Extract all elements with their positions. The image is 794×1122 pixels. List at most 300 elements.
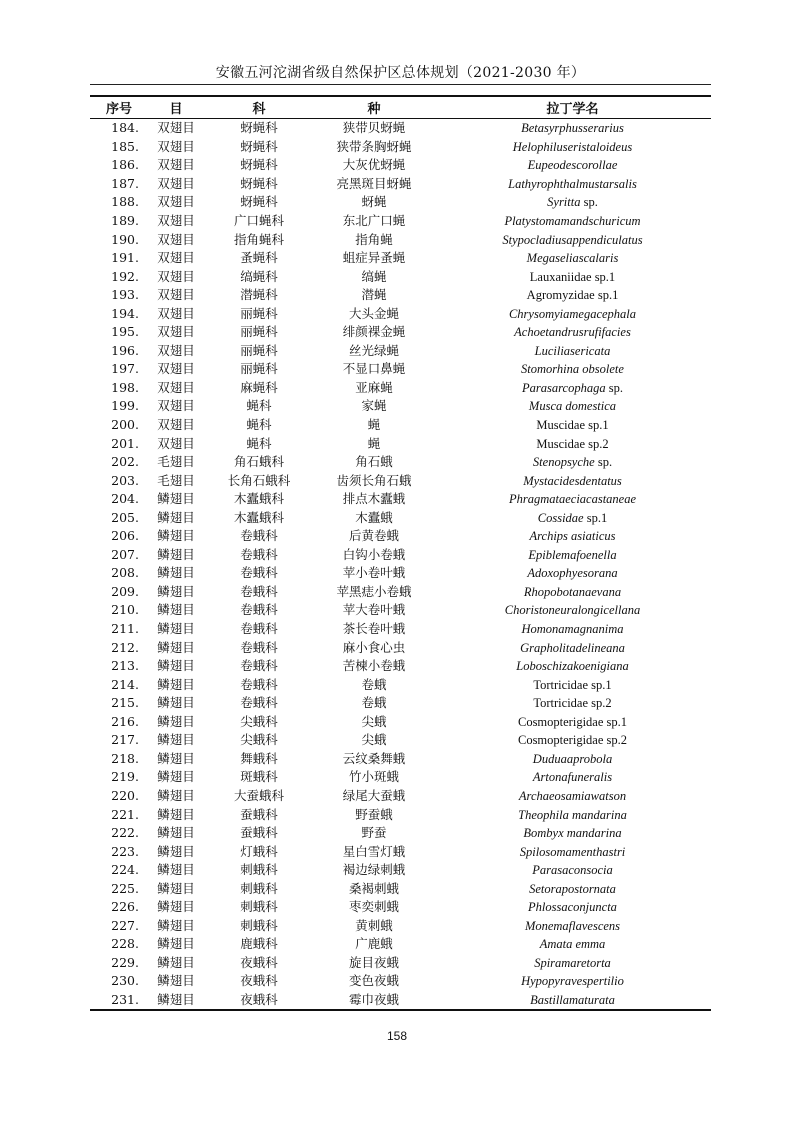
cell-latin-name: [434, 230, 711, 249]
cell-family: 斑蛾科: [240, 769, 278, 785]
cell-serial-text: 189.: [111, 213, 139, 228]
cell-species: 大灰优蚜蝇: [342, 157, 406, 173]
latin-name-italic: Phragmataeciacastaneae: [508, 492, 637, 507]
latin-name-italic: Duduaaprobola: [532, 751, 613, 766]
cell-latin-name: [434, 527, 711, 546]
cell-latin-name: [434, 954, 711, 973]
cell-species: 麻小食心虫: [342, 639, 406, 655]
cell-serial: [90, 731, 148, 750]
cell-serial-text: 195.: [111, 324, 139, 340]
cell-serial-text: 211.: [111, 621, 139, 637]
table-row: [90, 471, 711, 490]
cell-order: 鳞翅目: [157, 509, 195, 525]
cell-serial-text: 228.: [111, 936, 139, 952]
cell-family: 刺蛾科: [240, 862, 278, 878]
cell-species: 尖蛾: [361, 732, 387, 748]
cell-serial: [90, 416, 148, 435]
cell-serial: [90, 861, 148, 880]
cell-species: 东北广口蝇: [342, 213, 406, 228]
cell-serial-text: 202.: [111, 454, 139, 470]
cell-species: 黄刺蛾: [355, 917, 393, 933]
cell-species: 野蚕: [361, 825, 387, 841]
cell-family: 指角蝇科: [233, 231, 284, 247]
table-row: [90, 564, 711, 583]
latin-name-suffix: Tortricidae sp.1: [533, 677, 612, 692]
cell-species: 蝇: [367, 435, 381, 451]
cell-order: 鳞翅目: [157, 713, 195, 729]
cell-order: 鳞翅目: [157, 787, 195, 803]
latin-name-italic: Adoxophyesorana: [527, 566, 618, 581]
table-row: [90, 898, 711, 917]
latin-name-suffix: sp.: [605, 380, 623, 395]
latin-name-italic: Loboschizakoenigiana: [516, 659, 629, 674]
cell-serial-text: 188.: [111, 194, 139, 210]
latin-name-suffix: Muscidae sp.2: [536, 436, 609, 451]
cell-latin-name: [434, 620, 711, 639]
cell-serial: [90, 267, 148, 286]
header-rule: [90, 84, 711, 85]
cell-serial: [90, 954, 148, 973]
cell-family: 蚜蝇科: [240, 157, 278, 173]
cell-serial: [90, 156, 148, 175]
cell-species: 后黄卷蛾: [348, 528, 399, 544]
cell-serial: [90, 546, 148, 565]
cell-order: 鳞翅目: [157, 936, 195, 952]
cell-family: 卷蛾科: [240, 621, 278, 637]
table-row: [90, 379, 711, 398]
table-row: [90, 546, 711, 565]
cell-species: 卷蛾: [361, 676, 387, 692]
cell-order: 双翅目: [157, 268, 195, 284]
cell-family: 蚤蝇科: [240, 250, 278, 266]
cell-latin-name: [434, 731, 711, 750]
cell-family: 夜蛾科: [240, 954, 278, 970]
table-row: [90, 286, 711, 305]
latin-name-italic: Stypocladiusappendiculatus: [502, 232, 643, 247]
cell-latin-name: [434, 879, 711, 898]
cell-serial-text: 196.: [111, 342, 139, 358]
cell-serial: [90, 638, 148, 657]
cell-family: 刺蛾科: [240, 899, 278, 915]
cell-serial: [90, 917, 148, 936]
latin-name-italic: Rhopobotanaevana: [523, 584, 622, 599]
cell-family: 卷蛾科: [240, 528, 278, 544]
cell-species: 茶长卷叶蛾: [342, 621, 406, 637]
cell-serial-text: 227.: [111, 917, 139, 933]
cell-species: 霉巾夜蛾: [314, 991, 434, 1011]
column-header-order: 目: [148, 96, 204, 119]
table-row: [90, 768, 711, 787]
cell-serial: [90, 787, 148, 806]
latin-name-italic: Theophila mandarina: [518, 807, 627, 822]
cell-serial-text: 208.: [111, 565, 139, 581]
table-row: [90, 620, 711, 639]
latin-name-italic: Archaeosamiawatson: [518, 788, 627, 803]
latin-name-italic: Bombyx mandarina: [523, 826, 622, 841]
cell-order: 双翅目: [157, 250, 195, 266]
latin-name-italic: Monemaflavescens: [524, 918, 621, 933]
cell-species: 潜蝇: [361, 287, 387, 303]
table-row: [90, 713, 711, 732]
table-row: [90, 490, 711, 509]
cell-order: 鳞翅目: [157, 973, 195, 989]
cell-family: 刺蛾科: [240, 880, 278, 896]
latin-name-italic: Achoetandrusrufifacies: [514, 325, 631, 340]
cell-order: 鳞翅目: [157, 491, 195, 507]
table-row: [90, 323, 711, 342]
cell-family: 蚜蝇科: [240, 138, 278, 154]
cell-serial: [90, 898, 148, 917]
cell-order: 鳞翅目: [157, 769, 195, 785]
cell-serial-text: 199.: [111, 398, 139, 414]
cell-order: 双翅目: [157, 138, 195, 154]
cell-latin-name: [434, 787, 711, 806]
latin-name-italic: Archips asiaticus: [529, 529, 616, 544]
latin-name-italic: Lathyrophthalmustarsalis: [508, 176, 637, 191]
cell-order: 鳞翅目: [157, 862, 195, 878]
cell-serial-text: 201.: [111, 435, 139, 451]
cell-serial-text: 225.: [111, 880, 139, 896]
table-row: [90, 861, 711, 880]
cell-species: 苹大卷叶蛾: [342, 602, 406, 618]
cell-serial: [90, 397, 148, 416]
cell-serial: [90, 249, 148, 268]
cell-order: 鳞翅目: [157, 528, 195, 544]
latin-name-italic: Platystomamandschuricum: [504, 214, 641, 228]
cell-serial: [90, 879, 148, 898]
cell-family: 木蠹蛾科: [233, 491, 284, 507]
latin-name-suffix: Lauxaniidae sp.1: [529, 269, 616, 284]
cell-order: 双翅目: [157, 213, 195, 228]
cell-family: 灯蛾科: [240, 843, 278, 859]
table-row: [90, 787, 711, 806]
cell-serial: [90, 342, 148, 361]
cell-latin-name: [434, 972, 711, 991]
cell-order: 毛翅目: [157, 454, 195, 470]
cell-species: 齿须长角石蛾: [336, 472, 412, 488]
cell-family: 广口蝇科: [233, 213, 284, 228]
cell-species: 白钩小卷蛾: [342, 546, 406, 562]
cell-order: 鳞翅目: [157, 954, 195, 970]
cell-serial-text: 224.: [111, 862, 139, 878]
table-row: [90, 397, 711, 416]
table-row: [90, 731, 711, 750]
cell-latin-name: [434, 601, 711, 620]
table-row: [90, 342, 711, 361]
cell-latin-name: [434, 546, 711, 565]
cell-serial-text: 193.: [111, 287, 139, 303]
latin-name-italic: Luciliasericata: [534, 343, 611, 358]
cell-serial: [90, 360, 148, 379]
cell-family: 夜蛾科: [204, 991, 314, 1011]
cell-serial-text: 206.: [111, 528, 139, 544]
cell-serial: [90, 138, 148, 157]
cell-family: 丽蝇科: [240, 342, 278, 358]
table-row: [90, 842, 711, 861]
cell-latin-name: [434, 508, 711, 527]
cell-family: 蝇科: [246, 417, 272, 433]
table-row: [90, 267, 711, 286]
cell-species: 蛆症异蚤蝇: [342, 250, 406, 266]
cell-serial-text: 200.: [111, 417, 139, 433]
cell-serial-text: 190.: [111, 231, 139, 247]
cell-latin-name: [434, 805, 711, 824]
table-row: [90, 434, 711, 453]
cell-family: 夜蛾科: [240, 973, 278, 989]
cell-serial-text: 212.: [111, 639, 139, 655]
cell-species: 绿尾大蚕蛾: [342, 787, 406, 803]
latin-name-italic: Hypopyravespertilio: [521, 974, 624, 989]
table-row: [90, 750, 711, 769]
cell-order: 双翅目: [157, 175, 195, 191]
cell-serial-text: 221.: [111, 806, 139, 822]
cell-serial-text: 194.: [111, 305, 139, 321]
cell-family: 尖蛾科: [240, 713, 278, 729]
cell-species: 排点木蠹蛾: [342, 491, 406, 507]
cell-species: 星白雪灯蛾: [342, 843, 406, 859]
table-row: [90, 119, 711, 138]
cell-serial: [90, 991, 148, 1011]
cell-order: 双翅目: [157, 398, 195, 414]
cell-serial-text: 222.: [111, 825, 139, 841]
cell-species: 亮黑斑目蚜蝇: [336, 175, 412, 191]
table-row: [90, 193, 711, 212]
cell-serial: [90, 657, 148, 676]
cell-species: 变色夜蛾: [348, 973, 399, 989]
cell-serial-text: 205.: [111, 509, 139, 525]
cell-family: 角石蛾科: [233, 454, 284, 470]
latin-name-italic: Chrysomyiamegacephala: [508, 306, 637, 321]
cell-species: 亚麻蝇: [355, 379, 393, 395]
latin-name-italic: Spilosomamenthastri: [519, 844, 626, 859]
cell-family: 丽蝇科: [240, 305, 278, 321]
cell-order: 鳞翅目: [157, 565, 195, 581]
latin-name-italic: Helophiluseristaloideus: [512, 139, 633, 154]
cell-family: 缟蝇科: [240, 268, 278, 284]
latin-name-italic: Parasarcophaga: [522, 380, 606, 395]
cell-family: 丽蝇科: [240, 361, 278, 377]
cell-family: 鹿蛾科: [240, 936, 278, 952]
table-row: [90, 657, 711, 676]
cell-order: 双翅目: [157, 231, 195, 247]
cell-order: 鳞翅目: [157, 732, 195, 748]
table-row: [90, 638, 711, 657]
cell-species: 卷蛾: [361, 695, 387, 711]
cell-species: 木蠹蛾: [355, 509, 393, 525]
species-table: [90, 95, 711, 1011]
cell-serial-text: 187.: [111, 175, 139, 191]
cell-species: 绯颜裸金蝇: [342, 324, 406, 340]
table-row: [90, 508, 711, 527]
cell-serial-text: 214.: [111, 676, 139, 692]
cell-serial: [90, 379, 148, 398]
latin-name-italic: Eupeodescorollae: [527, 158, 618, 173]
cell-latin-name: [434, 323, 711, 342]
latin-name-suffix: Cosmopterigidae sp.2: [517, 733, 627, 748]
cell-family: 木蠹蛾科: [233, 509, 284, 525]
cell-family: 卷蛾科: [240, 546, 278, 562]
cell-serial: [90, 675, 148, 694]
table-row: [90, 601, 711, 620]
cell-order: 鳞翅目: [157, 639, 195, 655]
latin-name-italic: Megaseliascalaris: [526, 251, 619, 266]
table-row: [90, 138, 711, 157]
cell-latin-name: [434, 638, 711, 657]
cell-family: 蚕蛾科: [240, 825, 278, 841]
latin-name-italic: Stenopsyche: [532, 455, 595, 470]
cell-species: 旋目夜蛾: [348, 954, 399, 970]
cell-serial-text: 209.: [111, 583, 139, 599]
cell-species: 丝光绿蝇: [348, 342, 399, 358]
cell-latin-name: [434, 286, 711, 305]
cell-order: 鳞翅目: [157, 880, 195, 896]
cell-serial-text: 186.: [111, 157, 139, 173]
cell-order: 鳞翅目: [157, 602, 195, 618]
cell-latin-name: [434, 564, 711, 583]
table-row: [90, 694, 711, 713]
cell-order: 双翅目: [157, 194, 195, 210]
table-row: [90, 805, 711, 824]
table-row: [90, 360, 711, 379]
cell-serial-text: 219.: [111, 769, 139, 785]
latin-name-italic: Musca domestica: [528, 399, 617, 414]
latin-name-italic: Homonamagnanima: [521, 622, 624, 637]
column-header-latin-name: 拉丁学名: [434, 96, 711, 119]
cell-latin-name: [434, 675, 711, 694]
table-row: [90, 879, 711, 898]
cell-serial: [90, 564, 148, 583]
cell-serial-text: 192.: [111, 268, 139, 284]
cell-species: 大头金蝇: [348, 305, 399, 321]
cell-serial: [90, 490, 148, 509]
table-row: [90, 453, 711, 472]
cell-serial: [90, 119, 148, 138]
cell-serial: [90, 508, 148, 527]
cell-order: 鳞翅目: [157, 843, 195, 859]
table-row: [90, 230, 711, 249]
cell-serial-text: 184.: [111, 120, 139, 136]
table-row: [90, 583, 711, 602]
cell-species: 角石蛾: [355, 454, 393, 470]
cell-order: 鳞翅目: [157, 899, 195, 915]
table-row: [90, 175, 711, 194]
cell-serial: [90, 286, 148, 305]
cell-family: 蚜蝇科: [240, 120, 278, 136]
cell-serial-text: 207.: [111, 546, 139, 562]
cell-serial: [90, 230, 148, 249]
cell-latin-name: [434, 416, 711, 435]
cell-serial-text: 217.: [111, 732, 139, 748]
table-header-row: [90, 96, 711, 119]
cell-latin-name: [434, 768, 711, 787]
table-row: [90, 824, 711, 843]
latin-name-italic: Betasyrphusserarius: [521, 121, 624, 136]
cell-latin-name: [434, 249, 711, 268]
table-row: [90, 675, 711, 694]
cell-serial-text: 223.: [111, 843, 139, 859]
cell-order: 双翅目: [157, 287, 195, 303]
cell-serial-text: 226.: [111, 899, 139, 915]
cell-order: 双翅目: [157, 417, 195, 433]
cell-order: 鳞翅目: [157, 621, 195, 637]
cell-serial: [90, 601, 148, 620]
cell-order: 鳞翅目: [157, 806, 195, 822]
cell-latin-name: [434, 490, 711, 509]
cell-order: 鳞翅目: [157, 583, 195, 599]
cell-latin-name: [434, 842, 711, 861]
cell-latin-name: [434, 824, 711, 843]
table-row: [90, 249, 711, 268]
cell-serial: [90, 583, 148, 602]
cell-serial-text: 204.: [111, 491, 139, 507]
cell-serial-text: 197.: [111, 361, 139, 377]
cell-latin-name: [434, 657, 711, 676]
cell-serial: [90, 750, 148, 769]
cell-serial: [90, 193, 148, 212]
cell-latin-name: [434, 119, 711, 138]
cell-family: 刺蛾科: [240, 917, 278, 933]
latin-name-suffix: sp.: [594, 455, 613, 470]
cell-latin-name: [434, 750, 711, 769]
cell-latin-name: [434, 360, 711, 379]
latin-name-suffix: Cosmopterigidae sp.1: [517, 714, 627, 729]
table-row: [90, 156, 711, 175]
cell-order: 双翅目: [157, 120, 195, 136]
cell-serial-text: 230.: [111, 973, 139, 989]
cell-serial-text: 229.: [111, 954, 139, 970]
cell-order: 鳞翅目: [148, 991, 204, 1011]
cell-serial: [90, 768, 148, 787]
latin-name-italic: Epiblemafoenella: [528, 547, 617, 562]
cell-serial: [90, 527, 148, 546]
column-header-family: 科: [204, 96, 314, 119]
cell-family: 麻蝇科: [240, 379, 278, 395]
cell-family: 卷蛾科: [240, 639, 278, 655]
cell-serial: [90, 694, 148, 713]
cell-family: 丽蝇科: [240, 324, 278, 340]
cell-serial-text: 203.: [111, 472, 139, 488]
cell-family: 蚜蝇科: [240, 194, 278, 210]
cell-latin-name: [434, 175, 711, 194]
cell-latin-name: [434, 342, 711, 361]
cell-species: 桑褐刺蛾: [348, 880, 399, 896]
cell-family: 蝇科: [246, 435, 272, 451]
cell-latin-name: [434, 935, 711, 954]
cell-latin-name: [434, 379, 711, 398]
cell-latin-name: [434, 694, 711, 713]
cell-species: 狭带条胸蚜蝇: [336, 138, 412, 154]
cell-order: 鳞翅目: [157, 658, 195, 674]
table-row: [90, 416, 711, 435]
cell-family: 舞蛾科: [240, 750, 278, 766]
latin-name-italic: Grapholitadelineana: [520, 640, 625, 655]
cell-species: 蚜蝇: [361, 194, 387, 210]
cell-serial: [90, 935, 148, 954]
column-header-species: 种: [314, 96, 434, 119]
cell-latin-name: [434, 212, 711, 231]
cell-species: 苹黑痣小卷蛾: [336, 583, 412, 599]
latin-name-suffix: Agromyzidae sp.1: [526, 288, 619, 303]
cell-serial: [90, 824, 148, 843]
latin-name-italic: Stomorhina obsolete: [521, 362, 624, 377]
cell-latin-name: [434, 471, 711, 490]
cell-serial: [90, 842, 148, 861]
table-row: [90, 954, 711, 973]
cell-species: 野蚕蛾: [355, 806, 393, 822]
table-body: [90, 119, 711, 1011]
cell-latin-name: [434, 991, 711, 1011]
cell-serial-text: 210.: [111, 602, 139, 618]
